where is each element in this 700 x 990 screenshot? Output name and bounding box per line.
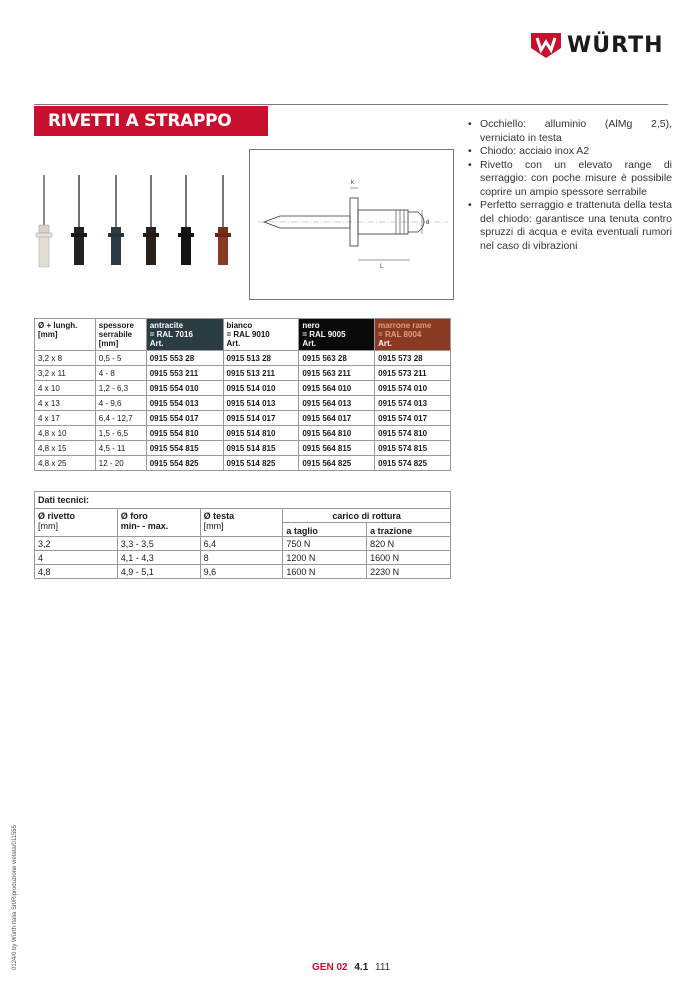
cell-rivet: 3,2 [35, 537, 118, 551]
rivet-brown-dark [143, 175, 159, 265]
cell-rivet: 4,8 [35, 565, 118, 579]
rivet-black-1 [71, 175, 87, 265]
wurth-logo [531, 28, 671, 62]
col-hole-diameter [117, 509, 200, 537]
cell-code-marrone: 0915 574 017 [375, 411, 451, 426]
cell-range: 4 - 9,6 [95, 396, 146, 411]
table-row [35, 551, 451, 565]
brand-name: WÜRTH [567, 32, 664, 58]
label-d: d [426, 220, 430, 226]
cell-code-antracite: 0915 554 013 [146, 396, 223, 411]
col-rivet-diameter [35, 509, 118, 537]
rivet-white [36, 175, 52, 267]
cell-code-marrone: 0915 574 825 [375, 456, 451, 471]
color-art: Art. [378, 339, 392, 348]
cell-shear: 1600 N [283, 565, 367, 579]
cell-code-bianco: 0915 514 810 [223, 426, 299, 441]
table-row [35, 411, 451, 426]
feature-item: • Chiodo: acciaio inox A2 [468, 145, 672, 159]
cell-code-antracite: 0915 554 017 [146, 411, 223, 426]
footer-page-number: 111 [375, 962, 391, 973]
cell-code-marrone: 0915 574 013 [375, 396, 451, 411]
page-title: RIVETTI A STRAPPO COLOR [34, 106, 268, 136]
cell-code-antracite: 0915 554 810 [146, 426, 223, 441]
wurth-logo-icon [531, 30, 561, 60]
cell-code-bianco: 0915 514 013 [223, 396, 299, 411]
color-name: bianco [226, 321, 253, 330]
cell-code-bianco: 0915 514 825 [223, 456, 299, 471]
cell-size: 3,2 x 8 [35, 351, 96, 366]
feature-list [468, 118, 672, 253]
color-name: antracite [149, 321, 184, 330]
cell-size: 4,8 x 10 [35, 426, 96, 441]
col-head-diameter [200, 509, 283, 537]
cell-range: 4 - 8 [95, 366, 146, 381]
color-art: Art. [226, 339, 241, 348]
cell-size: 4 x 17 [35, 411, 96, 426]
color-ral: = RAL 8004 [378, 330, 422, 339]
col-diameter-length: Ø + lungh. [mm] [35, 319, 96, 351]
cell-range: 12 - 20 [95, 456, 146, 471]
cell-range: 6,4 - 12,7 [95, 411, 146, 426]
cell-code-bianco: 0915 514 815 [223, 441, 299, 456]
cell-code-nero: 0915 563 211 [299, 366, 375, 381]
header-unit: min- - max. [120, 521, 169, 531]
cell-code-nero: 0915 564 010 [299, 381, 375, 396]
table-row [35, 381, 451, 396]
col-clamping-thickness: spessore serrabile [mm] [95, 319, 146, 351]
cell-hole: 4,9 - 5,1 [117, 565, 200, 579]
technical-data-table [34, 491, 451, 579]
cell-tension: 1600 N [367, 551, 451, 565]
cell-hole: 3,3 - 3,5 [117, 537, 200, 551]
rivet-anthracite [108, 175, 124, 265]
copyright-note: 0124/0 by Würth Italia Srl/Riproduzione vietata/011555 [12, 825, 18, 970]
header-label: Ø rivetto [38, 511, 76, 521]
col-bianco [223, 319, 299, 351]
cell-size: 3,2 x 11 [35, 366, 96, 381]
cell-shear: 1200 N [283, 551, 367, 565]
color-ral: = RAL 9005 [302, 330, 346, 339]
table-header-row [35, 319, 451, 351]
cell-code-marrone: 0915 574 810 [375, 426, 451, 441]
color-art: Art. [302, 339, 317, 348]
cell-code-marrone: 0915 574 815 [375, 441, 451, 456]
table-row [35, 351, 451, 366]
color-ral: = RAL 7016 [149, 330, 193, 339]
cell-range: 1,2 - 6,3 [95, 381, 146, 396]
feature-item: • Occhiello: alluminio (AlMg 2,5), verniciato in testa [468, 118, 672, 145]
col-antracite [146, 319, 223, 351]
tech-caption: Dati tecnici: [35, 492, 451, 509]
cell-code-antracite: 0915 554 010 [146, 381, 223, 396]
cell-code-marrone: 0915 574 010 [375, 381, 451, 396]
label-k: k [351, 180, 354, 186]
cell-size: 4 x 13 [35, 396, 96, 411]
col-shear: a taglio [283, 523, 367, 537]
rivet-black-2 [178, 175, 194, 265]
rivets-photo [30, 170, 240, 270]
color-ral: = RAL 9010 [226, 330, 270, 339]
cell-code-nero: 0915 564 017 [299, 411, 375, 426]
table-row [35, 565, 451, 579]
cell-size: 4,8 x 15 [35, 441, 96, 456]
label-l: L [380, 264, 384, 270]
footer-catalog-code: GEN 02 [312, 962, 348, 973]
cell-rivet: 4 [35, 551, 118, 565]
header-unit: [mm] [203, 521, 224, 531]
col-marrone-rame [375, 319, 451, 351]
cell-head: 8 [200, 551, 283, 565]
cell-code-antracite: 0915 553 28 [146, 351, 223, 366]
cell-code-antracite: 0915 553 211 [146, 366, 223, 381]
color-name: marrone rame [378, 321, 432, 330]
cell-code-bianco: 0915 513 211 [223, 366, 299, 381]
article-table [34, 318, 451, 471]
cell-hole: 4,1 - 4,3 [117, 551, 200, 565]
cell-range: 0,5 - 5 [95, 351, 146, 366]
color-name: nero [302, 321, 320, 330]
cell-code-bianco: 0915 514 010 [223, 381, 299, 396]
rivet-copper [215, 175, 231, 265]
header-label: Ø testa [203, 511, 235, 521]
cell-code-antracite: 0915 554 825 [146, 456, 223, 471]
header-label: Ø foro [120, 511, 148, 521]
rivet-cross-section [250, 150, 455, 301]
table-row [35, 456, 451, 471]
cell-shear: 750 N [283, 537, 367, 551]
cell-tension: 820 N [367, 537, 451, 551]
technical-drawing [249, 149, 454, 300]
cell-code-antracite: 0915 554 815 [146, 441, 223, 456]
page-footer [312, 962, 390, 973]
cell-tension: 2230 N [367, 565, 451, 579]
cell-code-marrone: 0915 573 28 [375, 351, 451, 366]
col-tension: a trazione [367, 523, 451, 537]
cell-code-nero: 0915 563 28 [299, 351, 375, 366]
cell-code-marrone: 0915 573 211 [375, 366, 451, 381]
col-breaking-load: carico di rottura [283, 509, 451, 523]
feature-item: • Rivetto con un elevato range di serraggio: con poche misure è possibile coprire un ampio spessore serrabile [468, 159, 672, 200]
table-row [35, 426, 451, 441]
cell-size: 4 x 10 [35, 381, 96, 396]
feature-item: • Perfetto serraggio e trattenuta della testa del chiodo: garantisce una tenuta contro spruzzi di acqua e evita eventuali rumori nel caso di vibrazioni [468, 199, 672, 253]
table-row [35, 366, 451, 381]
table-row [35, 396, 451, 411]
color-art: Art. [149, 339, 164, 348]
cell-head: 6,4 [200, 537, 283, 551]
cell-size: 4,8 x 25 [35, 456, 96, 471]
title-rule [34, 104, 668, 105]
footer-section: 4.1 [354, 962, 369, 973]
cell-range: 4,5 - 11 [95, 441, 146, 456]
cell-code-bianco: 0915 514 017 [223, 411, 299, 426]
tech-header-row [35, 509, 451, 523]
cell-code-bianco: 0915 513 28 [223, 351, 299, 366]
cell-range: 1,5 - 6,5 [95, 426, 146, 441]
cell-code-nero: 0915 564 013 [299, 396, 375, 411]
tech-caption-row [35, 492, 451, 509]
cell-head: 9,6 [200, 565, 283, 579]
table-row [35, 441, 451, 456]
cell-code-nero: 0915 564 815 [299, 441, 375, 456]
cell-code-nero: 0915 564 810 [299, 426, 375, 441]
col-nero [299, 319, 375, 351]
table-row [35, 537, 451, 551]
cell-code-nero: 0915 564 825 [299, 456, 375, 471]
header-unit: [mm] [38, 521, 58, 531]
